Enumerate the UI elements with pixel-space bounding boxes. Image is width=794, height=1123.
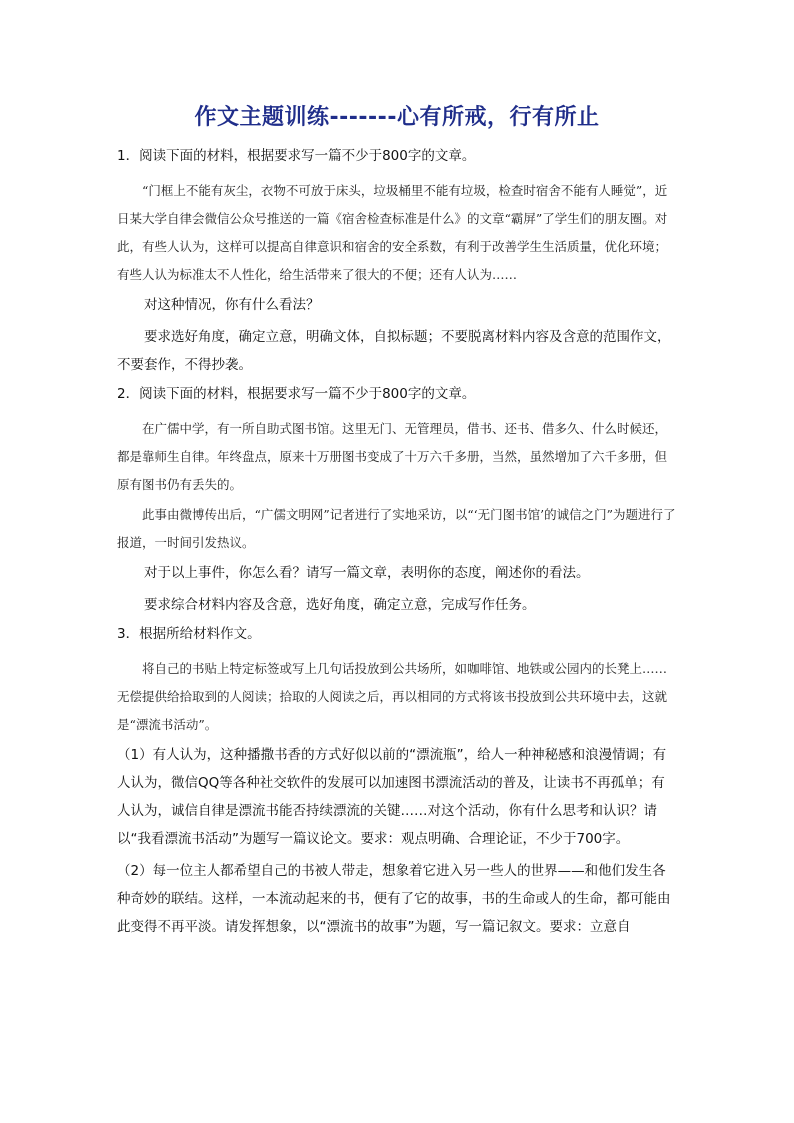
question-3-part-2: （2）每一位主人都希望自己的书被人带走，想象着它进入另一些人的世界——和他们发生各种奇妙的联结。这样，一本流动起来的书，便有了它的故事，书的生命或人的生命，都可能由此变得不再平淡。请发挥想象，以“漂流书的故事”为题，写一篇记叙文。要求：立意自 <box>117 863 671 935</box>
question-3-prompt: 3．根据所给材料作文。 <box>117 626 261 642</box>
question-1-question: 对这种情况，你有什么看法？ <box>144 297 320 313</box>
question-1-prompt: 1．阅读下面的材料，根据要求写一篇不少于800字的文章。 <box>117 148 476 164</box>
question-2-question: 对于以上事件，你怎么看？请写一篇文章，表明你的态度，阐述你的看法。 <box>144 565 590 581</box>
question-2-requirement: 要求综合材料内容及含意，选好角度，确定立意，完成写作任务。 <box>144 597 536 613</box>
page-title: 作文主题训练-------心有所戒，行有所止 <box>194 105 600 130</box>
document-body <box>117 145 677 945</box>
question-2-material-2: 此事由微博传出后，“广儒文明网”记者进行了实地采访，以“‘无门图书馆’的诚信之门”为题进行了报道，一时间引发热议。 <box>117 507 676 550</box>
question-2-material-1: 在广儒中学，有一所自助式图书馆。这里无门、无管理员，借书、还书、借多久、什么时候还，都是靠师生自律。年终盘点，原来十万册图书变成了十万六千多册，当然，虽然增加了六千多册，但原有图书仍有丢失的。 <box>117 421 668 492</box>
question-3-material: 将自己的书贴上特定标签或写上几句话投放到公共场所，如咖啡馆、地铁或公园内的长凳上……无偿提供给拾取到的人阅读；拾取的人阅读之后，再以相同的方式将该书投放到公共环境中去，这就是“漂流书活动”。 <box>117 661 668 732</box>
question-1-material: “门框上不能有灰尘，衣物不可放于床头，垃圾桶里不能有垃圾，检查时宿舍不能有人睡觉”，近日某大学自律会微信公众号推送的一篇《宿舍检查标准是什么》的文章“霸屏”了学生们的朋友圈。对此，有些人认为，这样可以提高自律意识和宿舍的安全系数，有利于改善学生生活质量，优化环境；有些人认为标准太不人性化，给生活带来了很大的不便；还有人认为…… <box>117 183 668 282</box>
question-3-part-1: （1）有人认为，这种播撒书香的方式好似以前的“漂流瓶”，给人一种神秘感和浪漫情调；有人认为，微信QQ等各种社交软件的发展可以加速图书漂流活动的普及，让读书不再孤单；有人认为，诚信自律是漂流书能否持续漂流的关键……对这个活动，你有什么思考和认识？请以“我看漂流书活动”为题写一篇议论文。要求：观点明确、合理论证，不少于700字。 <box>117 747 667 847</box>
question-2-prompt: 2．阅读下面的材料，根据要求写一篇不少于800字的文章。 <box>117 386 476 402</box>
question-1-requirement: 要求选好角度，确定立意，明确文体，自拟标题；不要脱离材料内容及含意的范围作文，不要套作，不得抄袭。 <box>117 329 671 373</box>
